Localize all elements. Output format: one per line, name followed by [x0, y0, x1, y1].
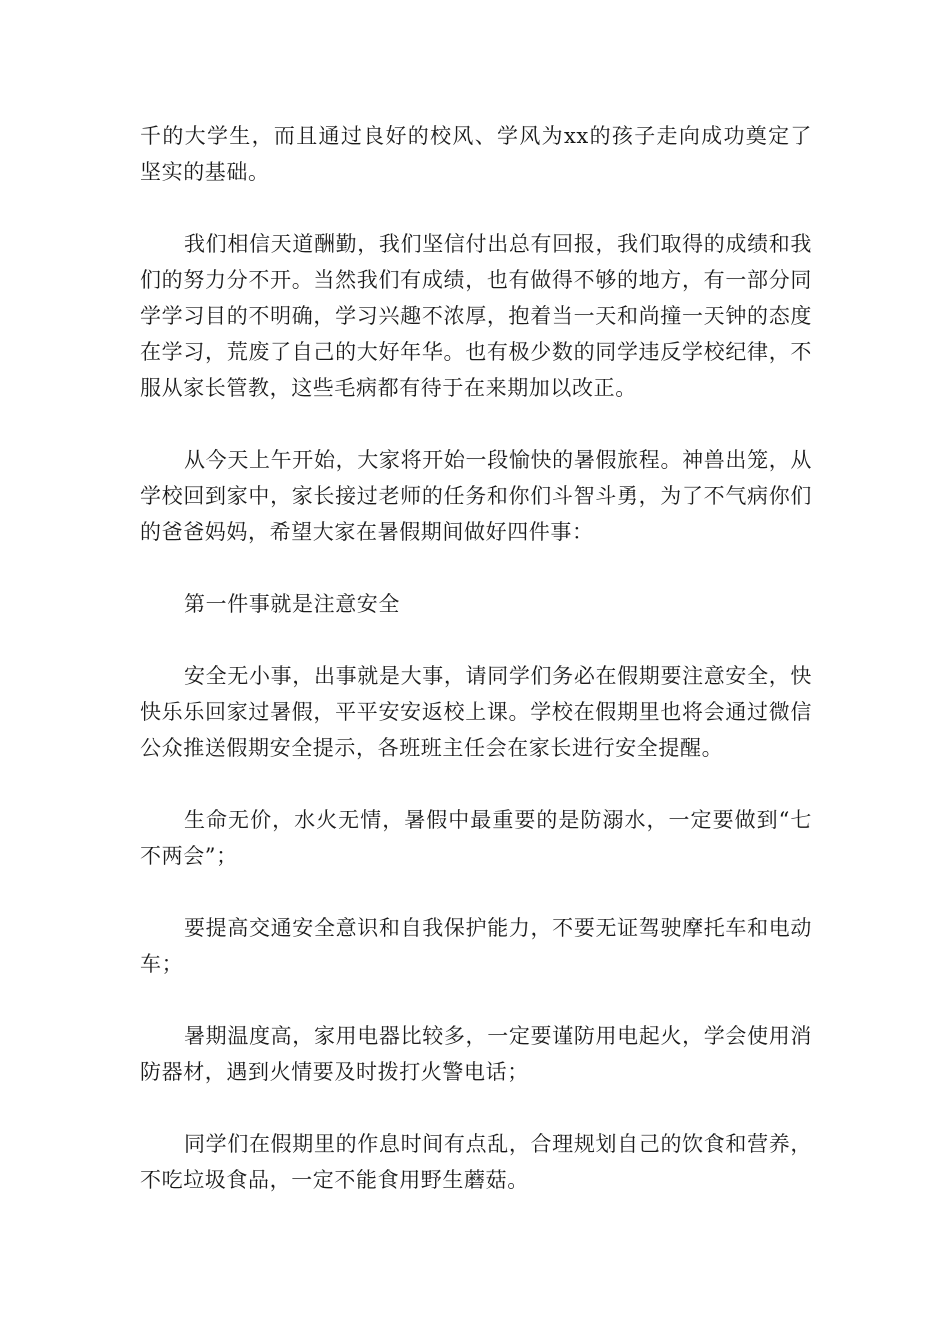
paragraph-continuation: 千的大学生，而且通过良好的校风、学风为xx的孩子走向成功奠定了坚实的基础。: [140, 124, 812, 184]
paragraph-safety-general: 安全无小事，出事就是大事，请同学们务必在假期要注意安全，快快乐乐回家过暑假，平平安安返校上课。学校在假期里也将会通过微信公众推送假期安全提示，各班班主任会在家长进行安全提醒。: [140, 664, 812, 760]
paragraph-traffic: 要提高交通安全意识和自我保护能力，不要无证驾驶摩托车和电动车；: [140, 916, 812, 976]
paragraph-hard-work: 我们相信天道酬勤，我们坚信付出总有回报，我们取得的成绩和我们的努力分不开。当然我们有成绩，也有做得不够的地方，有一部分同学学习目的不明确，学习兴趣不浓厚，抱着当一天和尚撞一天钟的态度在学习，荒废了自己的大好年华。也有极少数的同学违反学校纪律，不服从家长管教，这些毛病都有待于在来期加以改正。: [140, 232, 812, 400]
paragraph-summer-start: 从今天上午开始，大家将开始一段愉快的暑假旅程。神兽出笼，从学校回到家中，家长接过老师的任务和你们斗智斗勇，为了不气病你们的爸爸妈妈，希望大家在暑假期间做好四件事：: [140, 448, 812, 544]
section-heading-safety: 第一件事就是注意安全: [184, 592, 400, 616]
paragraph-diet: 同学们在假期里的作息时间有点乱，合理规划自己的饮食和营养，不吃垃圾食品，一定不能食用野生蘑菇。: [140, 1132, 812, 1192]
paragraph-fire: 暑期温度高，家用电器比较多，一定要谨防用电起火，学会使用消防器材，遇到火情要及时拨打火警电话；: [140, 1024, 812, 1084]
document-body: [140, 118, 812, 1234]
paragraph-drowning: 生命无价，水火无情，暑假中最重要的是防溺水，一定要做到“七不两会”；: [140, 808, 812, 868]
